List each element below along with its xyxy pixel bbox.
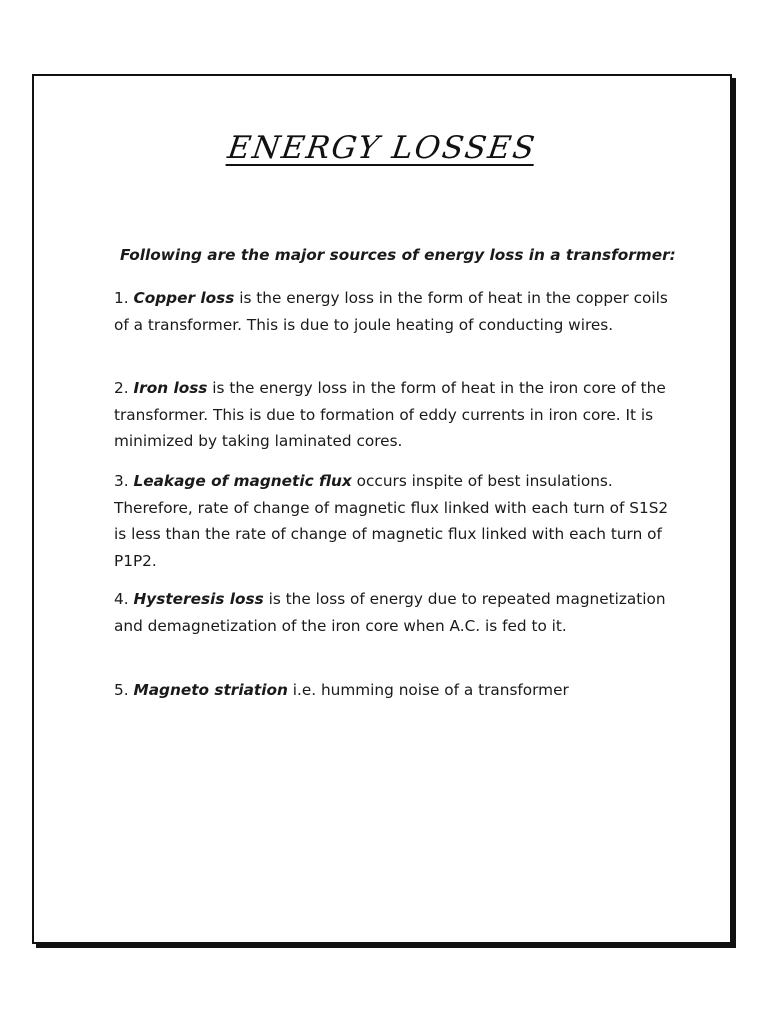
item-text: is the energy loss in the form of heat in the copper coils of a transformer. This is due to joule heating of conducting wires. (114, 289, 668, 334)
item-text: i.e. humming noise of a transformer (287, 681, 569, 699)
item-text: is the loss of energy due to repeated magnetization and demagnetization of the iron core when A.C. is fed to it. (114, 590, 666, 635)
intro-sentence: Following are the major sources of energy loss in a transformer: (120, 246, 676, 264)
list-item-iron-loss (114, 375, 674, 455)
list-item-leakage-flux (114, 468, 674, 574)
item-term: Leakage of magnetic flux (133, 472, 352, 490)
item-number: 2. (114, 379, 129, 397)
item-term: Hysteresis loss (133, 590, 264, 608)
item-number: 1. (114, 289, 129, 307)
page-title: ENERGY LOSSES (225, 130, 539, 166)
item-term: Copper loss (133, 289, 235, 307)
page-frame (32, 74, 732, 944)
list-item-hysteresis-loss (114, 586, 674, 639)
item-text: occurs inspite of best insulations. Therefore, rate of change of magnetic flux linked with each turn of S1S2 is less than the rate of change of magnetic flux linked with each turn of P1P2. (114, 472, 669, 570)
item-number: 4. (114, 590, 129, 608)
list-item-magneto-striation (114, 677, 674, 704)
item-term: Iron loss (133, 379, 208, 397)
item-term: Magneto striation (133, 681, 288, 699)
item-text: is the energy loss in the form of heat in the iron core of the transformer. This is due to formation of eddy currents in iron core. It is minimized by taking laminated cores. (114, 379, 666, 450)
item-number: 3. (114, 472, 129, 490)
list-item-copper-loss (114, 285, 674, 338)
item-number: 5. (114, 681, 129, 699)
